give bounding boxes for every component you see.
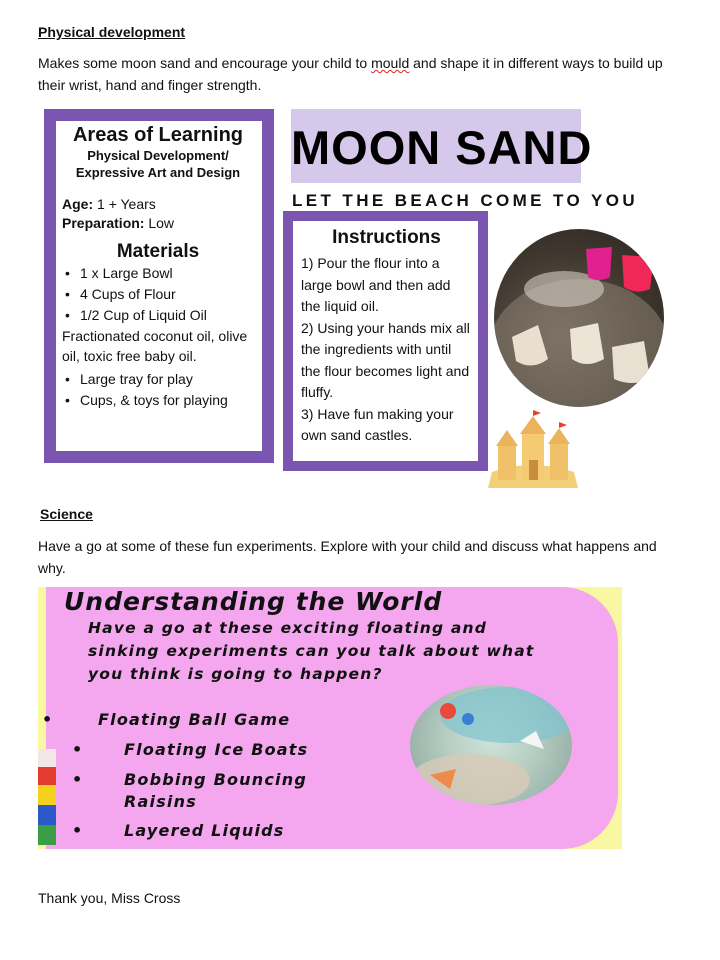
instructions-box <box>283 211 488 471</box>
poster-tagline: LET THE BEACH COME TO YOU <box>292 191 639 210</box>
sandcastle-icon <box>478 410 588 490</box>
list-item: • Floating Ball Game <box>42 710 291 729</box>
misspelled-word: mould <box>371 55 410 71</box>
science-poster <box>38 587 622 849</box>
list-item: • 4 Cups of Flour <box>62 284 254 305</box>
physical-heading: Physical development <box>38 24 186 40</box>
list-item: • Cups, & toys for playing <box>62 390 254 411</box>
list-item: • Layered Liquids <box>72 821 285 840</box>
list-item: • 1 x Large Bowl <box>62 263 254 284</box>
list-item: • 1/2 Cup of Liquid Oil <box>62 305 254 326</box>
signoff: Thank you, Miss Cross <box>38 890 181 906</box>
materials-note: Fractionated coconut oil, olive oil, toxic free baby oil. <box>62 328 248 364</box>
materials-list-more <box>62 369 254 411</box>
materials-title: Materials <box>116 241 200 262</box>
poster-title: MOON SAND <box>291 121 593 174</box>
preparation-line: Preparation: Low <box>62 215 175 231</box>
science-heading: Science <box>40 506 93 522</box>
instruction-step-3: 3) Have fun making your own sand castles. <box>301 405 454 443</box>
moon-sand-poster <box>40 105 672 495</box>
science-text: Have a go at some of these fun experiments. Explore with your child and discuss what happens and why. <box>38 538 657 576</box>
instruction-step-2: 2) Using your hands mix all the ingredients with until the flour becomes light and fluffy. <box>301 319 470 400</box>
instructions-title: Instructions <box>332 227 441 248</box>
moon-sand-photo <box>494 229 664 407</box>
layered-liquid-jar-icon <box>38 749 56 845</box>
areas-title: Areas of Learning <box>72 124 244 146</box>
list-item: • Bobbing Bouncing Raisins <box>72 770 307 811</box>
age-line: Age: 1 + Years <box>62 196 156 212</box>
poster-title: Understanding the World <box>64 587 443 616</box>
experiment-photo <box>410 685 572 805</box>
physical-text: Makes some moon sand and encourage your child to mould and shape it in different ways to build up their wrist, hand and finger strength. <box>38 55 663 93</box>
areas-of-learning-box <box>44 109 274 463</box>
areas-subtitle-1: Physical Development/ <box>87 148 229 163</box>
materials-list <box>62 263 254 326</box>
list-item: • Large tray for play <box>62 369 254 390</box>
poster-intro: Have a go at these exciting floating and sinking experiments can you talk about what you think is going to happen? <box>88 619 535 683</box>
areas-subtitle-2: Expressive Art and Design <box>75 165 241 180</box>
list-item: • Floating Ice Boats <box>72 740 309 759</box>
instruction-step-1: 1) Pour the flour into a large bowl and then add the liquid oil. <box>301 255 451 314</box>
